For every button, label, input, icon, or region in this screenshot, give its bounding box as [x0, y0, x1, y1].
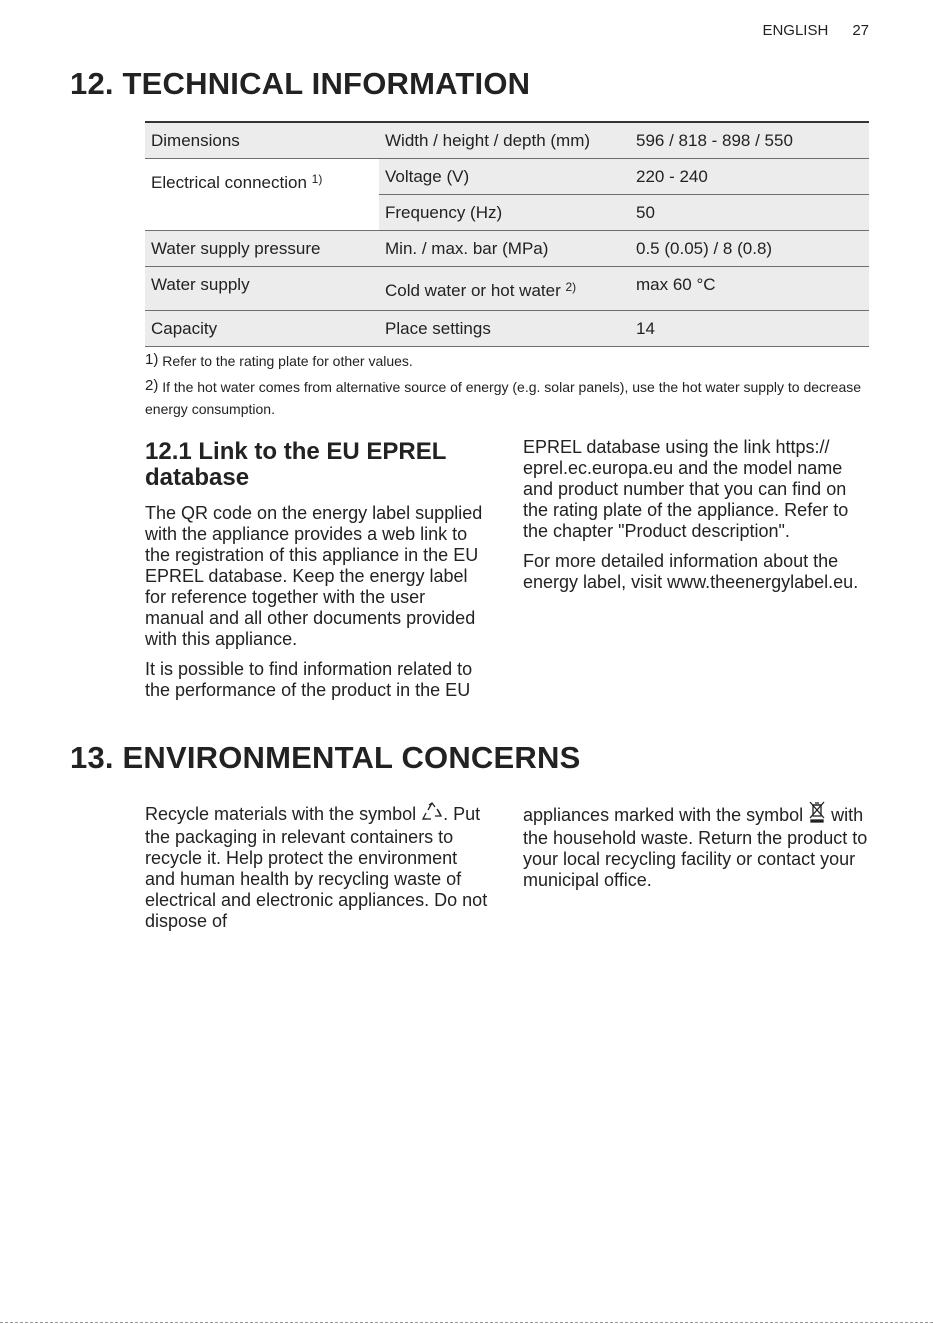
- row-parameter: Width / height / depth (mm): [379, 122, 630, 158]
- section-13-right-column: [523, 801, 868, 891]
- table-row-capacity: [145, 310, 869, 346]
- technical-info-table: [145, 121, 869, 347]
- row-value: 50: [630, 194, 869, 230]
- section-12-title: 12. TECHNICAL INFORMATION: [70, 66, 531, 101]
- paragraph-qr-code: The QR code on the energy label supplied with the appliance provides a web link to the registration of this appliance in the EU EPREL database. Keep the energy label for reference together with the user manual and all other documents provided with this appliance.: [145, 503, 483, 649]
- table-row-voltage: [145, 158, 869, 194]
- page-bottom-rule: [0, 1322, 933, 1323]
- row-label: Water supply pressure: [145, 230, 379, 266]
- row-value: 14: [630, 310, 869, 346]
- crossed-out-bin-icon: [808, 801, 826, 828]
- row-label: Dimensions: [145, 122, 379, 158]
- row-label: Water supply: [145, 266, 379, 310]
- row-label: Capacity: [145, 310, 379, 346]
- footnote-1: 1) Refer to the rating plate for other values.: [145, 351, 413, 369]
- eprel-lookup-part-1: It is possible to find information related to the performance of the product in the EU: [145, 659, 473, 700]
- row-parameter: Min. / max. bar (MPa): [379, 230, 630, 266]
- recycling-part-2: appliances marked with the symbol: [523, 805, 804, 825]
- row-label-electrical: Electrical connection $^{1)}$: [145, 158, 379, 230]
- table-row-water-supply: [145, 266, 869, 310]
- paragraph-energy-label: For more detailed information about the energy label, visit www.theenergylabel.eu.: [523, 551, 859, 592]
- section-12-1-right-column: [523, 437, 868, 602]
- paragraph-recycling: Recycle materials with the symbol . Put the packaging in relevant containers to recycle it. Help protect the environment and human health by recycling waste of electrical and electronic appliances. Do not dispose of: [145, 804, 488, 931]
- section-13-title: 13. ENVIRONMENTAL CONCERNS: [70, 740, 581, 775]
- footnote-2: 2) If the hot water comes from alternative source of energy (e.g. solar panels), use the hot water supply to decrease energy consumption.: [145, 377, 862, 417]
- row-parameter: Place settings: [379, 310, 630, 346]
- paragraph-eprel-lookup: [145, 659, 489, 701]
- section-13-left-column: [145, 802, 489, 932]
- recycling-part-1: . Put the packaging in relevant containers to recycle it. Help protect the environment and human health by recycling waste of electrical and electronic appliances. Do not dispose of: [145, 804, 488, 931]
- row-value: 220 - 240: [630, 158, 869, 194]
- section-12-1-left-column: [145, 439, 489, 701]
- table-row-dimensions: [145, 122, 869, 158]
- page-header: [762, 22, 869, 39]
- paragraph-eprel-lookup-cont: [523, 437, 868, 542]
- row-parameter: Frequency (Hz): [379, 194, 630, 230]
- row-value: max 60 °C: [630, 266, 869, 310]
- eprel-lookup-part-2: EPREL database using the link https:// eprel.ec.europa.eu and the model name and product number that you can find on the rating plate of the appliance. Refer to the chapter "Product description".: [523, 437, 849, 541]
- paragraph-disposal: appliances marked with the symbol with the household waste. Return the product to your local recycling facility or contact your municipal office.: [523, 801, 868, 891]
- row-parameter: Voltage (V): [379, 158, 630, 194]
- row-parameter: Cold water or hot water $^{2)}$: [379, 266, 630, 310]
- recycle-icon: [421, 802, 443, 827]
- table-row-pressure: [145, 230, 869, 266]
- page-number: 27: [852, 22, 869, 39]
- row-value: 0.5 (0.05) / 8 (0.8): [630, 230, 869, 266]
- section-12-1-title: 12.1 Link to the EU EPREL database: [145, 438, 446, 491]
- row-value: 596 / 818 - 898 / 550: [630, 122, 869, 158]
- language-label: ENGLISH: [762, 22, 829, 39]
- footnote-mark: 2): [565, 279, 577, 294]
- footnote-mark: 1): [311, 171, 323, 186]
